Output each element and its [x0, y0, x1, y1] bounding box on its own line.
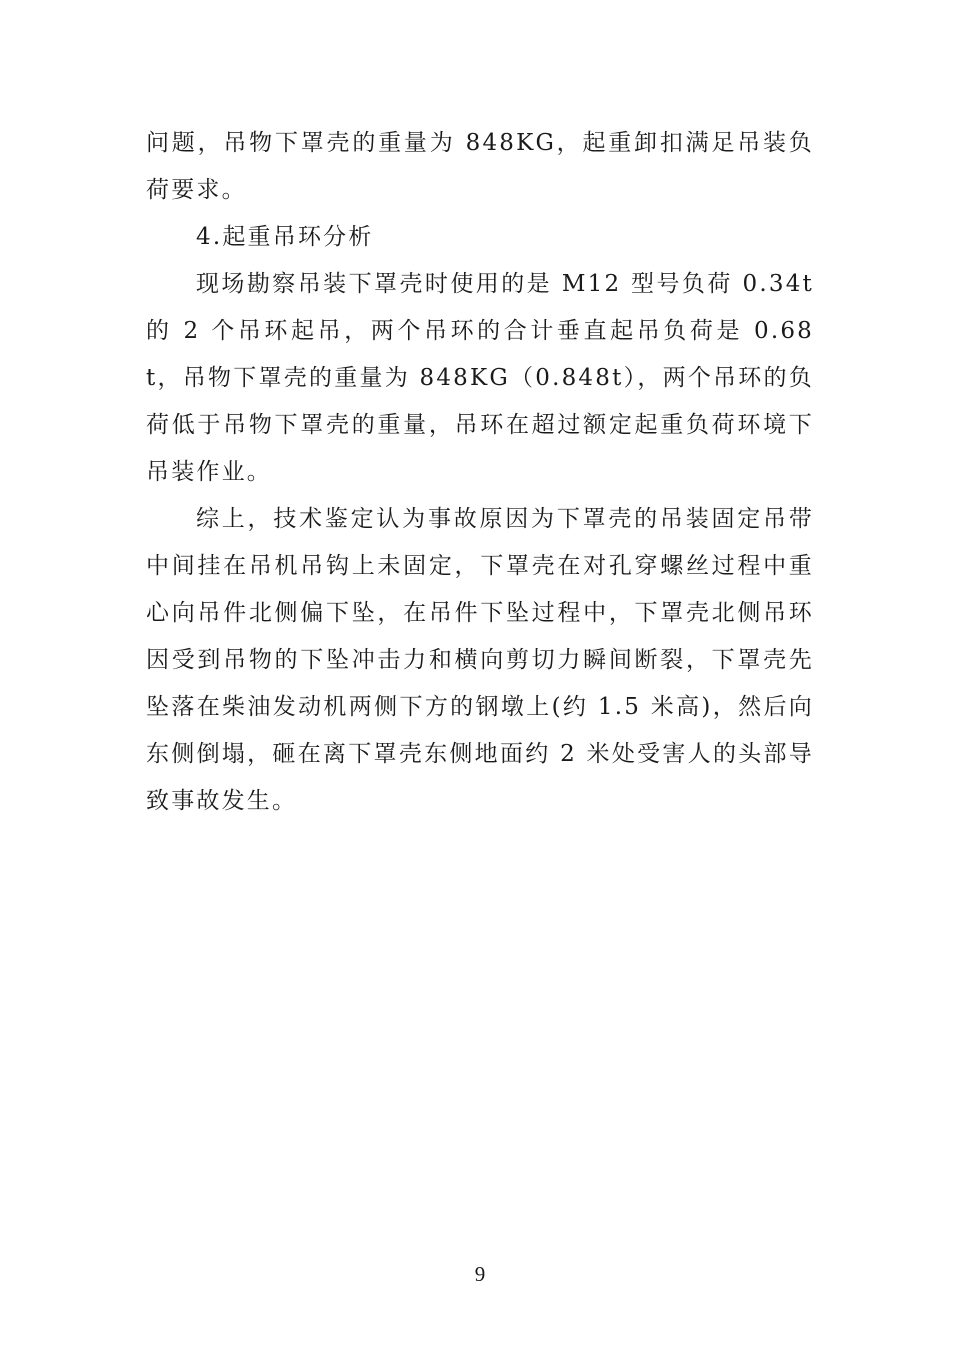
paragraph-continued: 问题，吊物下罩壳的重量为 848KG，起重卸扣满足吊装负荷要求。	[146, 130, 814, 203]
paragraph-lifting-ring-analysis: 现场勘察吊装下罩壳时使用的是 M12 型号负荷 0.34t 的 2 个吊环起吊，两个吊环的合计垂直起吊负荷是 0.68t，吊物下罩壳的重量为 848KG（0.848t），两个吊环的负荷低于吊物下罩壳的重量，吊环在超过额定起重负荷环境下吊装作业。	[146, 271, 814, 485]
paragraph-conclusion: 综上，技术鉴定认为事故原因为下罩壳的吊装固定吊带中间挂在吊机吊钩上未固定，下罩壳在对孔穿螺丝过程中重心向吊件北侧偏下坠，在吊件下坠过程中，下罩壳北侧吊环因受到吊物的下坠冲击力和横向剪切力瞬间断裂，下罩壳先坠落在柴油发动机两侧下方的钢墩上(约 1.5 米高)，然后向东侧倒塌，砸在离下罩壳东侧地面约 2 米处受害人的头部导致事故发生。	[146, 506, 814, 814]
page-number: 9	[474, 1262, 486, 1286]
body-text	[146, 120, 814, 825]
section-heading: 4.起重吊环分析	[196, 224, 374, 250]
